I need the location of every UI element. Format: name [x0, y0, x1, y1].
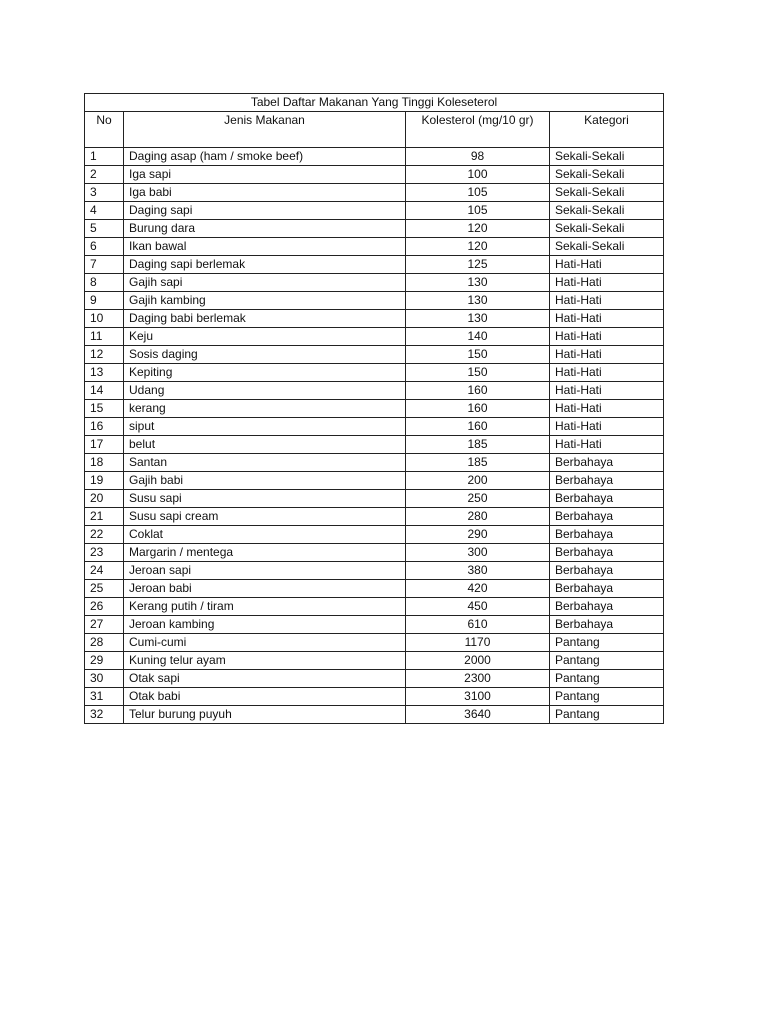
cell-category: Hati-Hati: [550, 292, 664, 310]
cell-category: Sekali-Sekali: [550, 202, 664, 220]
cell-food: Coklat: [124, 526, 406, 544]
table-row: [85, 238, 664, 256]
cell-no: 28: [85, 634, 124, 652]
table-row: [85, 508, 664, 526]
cell-food: Udang: [124, 382, 406, 400]
cell-food: Sosis daging: [124, 346, 406, 364]
cell-cholesterol: 98: [406, 148, 550, 166]
cell-category: Sekali-Sekali: [550, 166, 664, 184]
table-row: [85, 364, 664, 382]
cell-food: Daging sapi berlemak: [124, 256, 406, 274]
cell-cholesterol: 250: [406, 490, 550, 508]
cell-category: Hati-Hati: [550, 436, 664, 454]
cell-category: Pantang: [550, 652, 664, 670]
cell-category: Hati-Hati: [550, 310, 664, 328]
cell-no: 29: [85, 652, 124, 670]
cell-cholesterol: 130: [406, 292, 550, 310]
table-row: [85, 580, 664, 598]
cell-category: Hati-Hati: [550, 364, 664, 382]
table-row: [85, 472, 664, 490]
cell-category: Pantang: [550, 688, 664, 706]
cell-cholesterol: 140: [406, 328, 550, 346]
cell-category: Berbahaya: [550, 544, 664, 562]
cell-category: Sekali-Sekali: [550, 184, 664, 202]
cell-cholesterol: 1170: [406, 634, 550, 652]
table-row: [85, 382, 664, 400]
cell-category: Hati-Hati: [550, 418, 664, 436]
cell-no: 3: [85, 184, 124, 202]
cell-food: Telur burung puyuh: [124, 706, 406, 724]
cell-category: Berbahaya: [550, 454, 664, 472]
cell-no: 17: [85, 436, 124, 454]
header-row: [85, 112, 664, 148]
cell-cholesterol: 150: [406, 364, 550, 382]
cell-category: Berbahaya: [550, 616, 664, 634]
table-row: [85, 436, 664, 454]
cell-no: 21: [85, 508, 124, 526]
cell-category: Sekali-Sekali: [550, 220, 664, 238]
cell-category: Berbahaya: [550, 472, 664, 490]
cell-cholesterol: 130: [406, 274, 550, 292]
cell-food: Ikan bawal: [124, 238, 406, 256]
cell-category: Pantang: [550, 670, 664, 688]
cell-food: Iga sapi: [124, 166, 406, 184]
cell-no: 8: [85, 274, 124, 292]
cell-no: 6: [85, 238, 124, 256]
cell-category: Hati-Hati: [550, 274, 664, 292]
cell-food: Iga babi: [124, 184, 406, 202]
cell-cholesterol: 610: [406, 616, 550, 634]
cell-no: 31: [85, 688, 124, 706]
table-row: [85, 562, 664, 580]
cell-no: 15: [85, 400, 124, 418]
cell-no: 26: [85, 598, 124, 616]
cell-cholesterol: 160: [406, 418, 550, 436]
header-no: No: [85, 112, 124, 148]
cell-cholesterol: 120: [406, 238, 550, 256]
cell-no: 18: [85, 454, 124, 472]
cell-no: 19: [85, 472, 124, 490]
cell-no: 10: [85, 310, 124, 328]
cell-category: Berbahaya: [550, 598, 664, 616]
cell-cholesterol: 3100: [406, 688, 550, 706]
cell-food: belut: [124, 436, 406, 454]
table-row: [85, 526, 664, 544]
table-row: [85, 166, 664, 184]
table-row: [85, 148, 664, 166]
cell-food: Gajih babi: [124, 472, 406, 490]
cell-no: 2: [85, 166, 124, 184]
cell-cholesterol: 200: [406, 472, 550, 490]
cell-category: Berbahaya: [550, 562, 664, 580]
cell-no: 7: [85, 256, 124, 274]
table-body: [85, 148, 664, 724]
table-row: [85, 328, 664, 346]
cell-category: Berbahaya: [550, 490, 664, 508]
cell-food: Otak sapi: [124, 670, 406, 688]
cell-category: Pantang: [550, 634, 664, 652]
cell-no: 30: [85, 670, 124, 688]
cell-category: Hati-Hati: [550, 328, 664, 346]
cell-food: Kepiting: [124, 364, 406, 382]
cell-category: Berbahaya: [550, 580, 664, 598]
cell-no: 16: [85, 418, 124, 436]
cell-no: 25: [85, 580, 124, 598]
cell-food: Margarin / mentega: [124, 544, 406, 562]
header-cholesterol: Kolesterol (mg/10 gr): [406, 112, 550, 148]
cell-food: Gajih kambing: [124, 292, 406, 310]
cell-cholesterol: 130: [406, 310, 550, 328]
cell-category: Hati-Hati: [550, 400, 664, 418]
cell-cholesterol: 450: [406, 598, 550, 616]
table-row: [85, 418, 664, 436]
table-row: [85, 310, 664, 328]
cell-food: Daging babi berlemak: [124, 310, 406, 328]
table-row: [85, 598, 664, 616]
cell-cholesterol: 2300: [406, 670, 550, 688]
table-row: [85, 256, 664, 274]
table-row: [85, 346, 664, 364]
cell-cholesterol: 3640: [406, 706, 550, 724]
cell-cholesterol: 380: [406, 562, 550, 580]
table-title: Tabel Daftar Makanan Yang Tinggi Koleseterol: [85, 94, 664, 112]
table-row: [85, 616, 664, 634]
cell-category: Berbahaya: [550, 526, 664, 544]
table-row: [85, 490, 664, 508]
cell-cholesterol: 100: [406, 166, 550, 184]
cell-category: Hati-Hati: [550, 256, 664, 274]
cell-no: 1: [85, 148, 124, 166]
cell-food: Gajih sapi: [124, 274, 406, 292]
cell-no: 23: [85, 544, 124, 562]
cell-category: Hati-Hati: [550, 382, 664, 400]
cell-no: 11: [85, 328, 124, 346]
cell-cholesterol: 160: [406, 400, 550, 418]
cell-no: 5: [85, 220, 124, 238]
table-row: [85, 202, 664, 220]
cell-food: kerang: [124, 400, 406, 418]
cell-no: 4: [85, 202, 124, 220]
table-row: [85, 634, 664, 652]
cell-no: 20: [85, 490, 124, 508]
cell-no: 12: [85, 346, 124, 364]
cell-food: Santan: [124, 454, 406, 472]
cell-no: 22: [85, 526, 124, 544]
cell-food: Jeroan sapi: [124, 562, 406, 580]
cell-food: Otak babi: [124, 688, 406, 706]
table-row: [85, 544, 664, 562]
cell-food: Susu sapi: [124, 490, 406, 508]
table-row: [85, 274, 664, 292]
table-row: [85, 400, 664, 418]
cell-no: 27: [85, 616, 124, 634]
cell-food: Daging sapi: [124, 202, 406, 220]
cell-cholesterol: 290: [406, 526, 550, 544]
cell-cholesterol: 125: [406, 256, 550, 274]
cell-cholesterol: 300: [406, 544, 550, 562]
cell-food: siput: [124, 418, 406, 436]
table-row: [85, 670, 664, 688]
title-row: [85, 94, 664, 112]
cell-category: Sekali-Sekali: [550, 238, 664, 256]
cell-food: Daging asap (ham / smoke beef): [124, 148, 406, 166]
cell-category: Sekali-Sekali: [550, 148, 664, 166]
cell-cholesterol: 2000: [406, 652, 550, 670]
table-row: [85, 292, 664, 310]
cell-food: Keju: [124, 328, 406, 346]
cell-category: Pantang: [550, 706, 664, 724]
cell-food: Burung dara: [124, 220, 406, 238]
cell-no: 32: [85, 706, 124, 724]
cell-cholesterol: 420: [406, 580, 550, 598]
cell-food: Kerang putih / tiram: [124, 598, 406, 616]
table-row: [85, 652, 664, 670]
table-row: [85, 220, 664, 238]
cell-food: Jeroan babi: [124, 580, 406, 598]
cell-category: Hati-Hati: [550, 346, 664, 364]
cell-cholesterol: 105: [406, 202, 550, 220]
cell-cholesterol: 120: [406, 220, 550, 238]
cell-no: 13: [85, 364, 124, 382]
cell-cholesterol: 185: [406, 454, 550, 472]
table-row: [85, 706, 664, 724]
header-food: Jenis Makanan: [124, 112, 406, 148]
cell-no: 9: [85, 292, 124, 310]
cell-cholesterol: 105: [406, 184, 550, 202]
cholesterol-table: [84, 93, 664, 724]
cell-no: 14: [85, 382, 124, 400]
table-row: [85, 454, 664, 472]
cell-category: Berbahaya: [550, 508, 664, 526]
cell-no: 24: [85, 562, 124, 580]
table-row: [85, 184, 664, 202]
cell-food: Cumi-cumi: [124, 634, 406, 652]
cell-food: Susu sapi cream: [124, 508, 406, 526]
header-category: Kategori: [550, 112, 664, 148]
cell-cholesterol: 160: [406, 382, 550, 400]
cell-cholesterol: 185: [406, 436, 550, 454]
cell-cholesterol: 280: [406, 508, 550, 526]
table-row: [85, 688, 664, 706]
cell-cholesterol: 150: [406, 346, 550, 364]
cell-food: Jeroan kambing: [124, 616, 406, 634]
cell-food: Kuning telur ayam: [124, 652, 406, 670]
